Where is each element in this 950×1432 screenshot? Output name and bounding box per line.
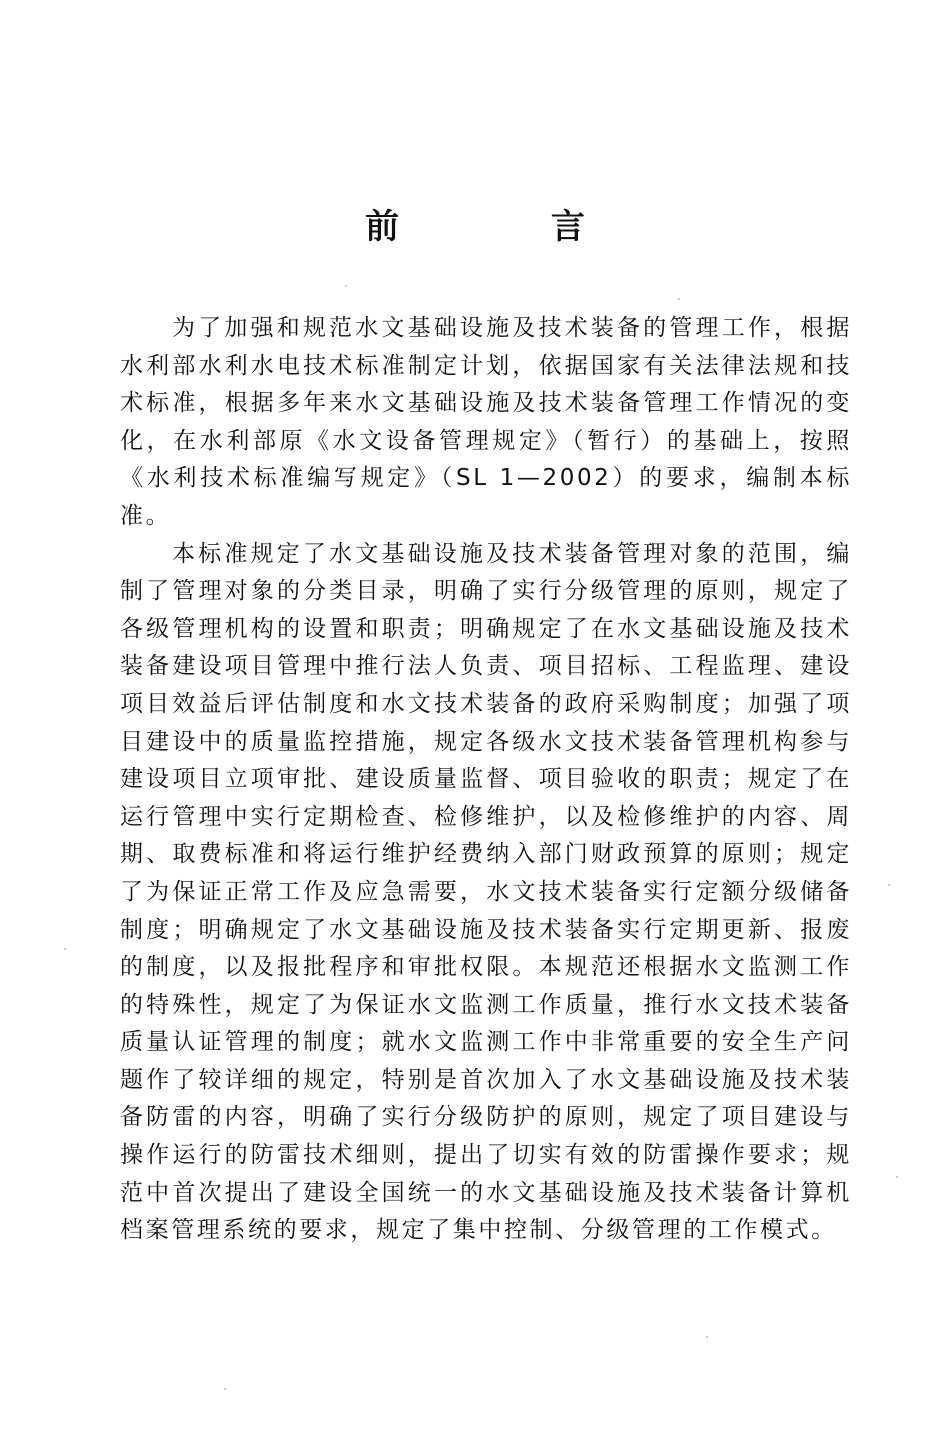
paragraph-1: 为了加强和规范水文基础设施及技术装备的管理工作，根据水利部水利水电技术标准制定计划，依据国家有关法律法规和技术标准，根据多年来水文基础设施及技术装备管理工作情况的变化，在水利部原《水文设备管理规定》（暂行）的基础上，按照《水利技术标准编写规定》（SL 1—2002）的要求，编制本标准。 [120, 315, 852, 529]
paragraph-2: 本标准规定了水文基础设施及技术装备管理对象的范围，编制了管理对象的分类目录，明确了实行分级管理的原则，规定了各级管理机构的设置和职责；明确规定了在水文基础设施及技术装备建设项目管理中推行法人负责、项目招标、工程监理、建设项目效益后评估制度和水文技术装备的政府采购制度；加强了项目建设中的质量监控措施，规定各级水文技术装备管理机构参与建设项目立项审批、建设质量监督、项目验收的职责；规定了在运行管理中实行定期检查、检修维护，以及检修维护的内容、周期、取费标准和将运行维护经费纳入部门财政预算的原则；规定了为保证正常工作及应急需要，水文技术装备实行定额分级储备制度；明确规定了水文基础设施及技术装备实行定期更新、报废的制度，以及报批程序和审批权限。本规范还根据水文监测工作的特殊性，规定了为保证水文监测工作质量，推行水文技术装备质量认证管理的制度；就水文监测工作中非常重要的安全生产问题作了较详细的规定，特别是首次加入了水文基础设施及技术装备防雷的内容，明确了实行分级防护的原则，规定了项目建设与操作运行的防雷技术细则，提出了切实有效的防雷操作要求；规范中首次提出了建设全国统一的水文基础设施及技术装备计算机档案管理系统的要求，规定了集中控制、分级管理的工作模式。 [120, 540, 852, 1244]
scan-speck [64, 948, 66, 950]
scan-speck [345, 285, 347, 287]
body-text [120, 310, 852, 1250]
page-title: 前 言 [365, 207, 655, 247]
scan-speck [224, 1388, 226, 1390]
scan-speck [896, 1176, 898, 1178]
scan-speck [678, 298, 680, 300]
scan-speck [888, 884, 890, 886]
scan-speck [706, 1336, 708, 1338]
